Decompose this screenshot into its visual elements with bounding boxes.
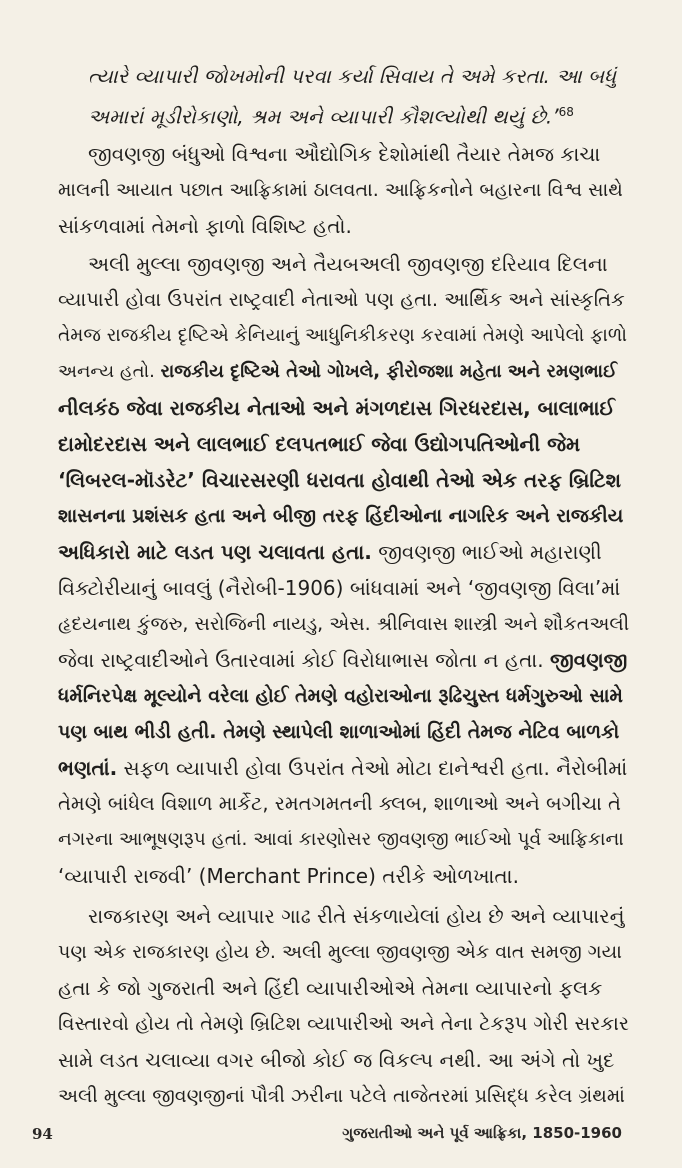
para1-line-1: જીવણજી બંધુઓ વિશ્વના ઔદ્યોગિક દેશોમાંથી તૈયાર તેમજ કાચા — [88, 142, 601, 166]
para3-line-2: પણ એક રાજકારણ હોય છે. અલી મુલ્લા જીવણજી એક વાત સમજી ગયા — [58, 941, 622, 963]
para2-line-17: નગરના આભૂષણરૂપ હતાં. આવાં કારણોસર જીવણજી ભાઈઓ પૂર્વ આફ્રિકાના — [58, 829, 624, 850]
para1-line-2: માલની આયાત પછાત આફ્રિકામાં ઠાલવતા. આફ્રિકનોને બહારના વિશ્વ સાથે — [58, 179, 623, 201]
page-number: 94 — [32, 1125, 53, 1143]
para2-line-2: વ્યાપારી હોવા ઉપરાંત રાષ્ટ્રવાદી નેતાઓ પણ હતા. આર્થિક અને સાંસ્કૃતિક — [58, 288, 625, 311]
para2-line-11: હૃદયનાથ કુંજરુ, સરોજિની નાયડુ, એસ. શ્રીનિવાસ શાસ્ત્રી અને શૌકતઅલી — [58, 613, 630, 635]
para2-line-6: દામોદરદાસ અને લાલભાઈ દલપતભાઈ જેવા ઉદ્યોગપતિઓની જેમ — [58, 432, 581, 456]
para2-line-3: તેમજ રાજકીય દૃષ્ટિએ કેનિયાનું આધુનિકીકરણ કરવામાં તેમણે આપેલો ફાળો — [58, 325, 627, 346]
para2-line-9-plain: જીવણજી ભાઈઓ મહારાણી — [371, 540, 602, 564]
para2-line-4-bold: રાજકીય દૃષ્ટિએ તેઓ ગોખલે, ફીરોજશા મહેતા અને રમણભાઈ — [160, 361, 617, 382]
quote-line-1: ત્યારે વ્યાપારી જોખમોની પરવા કર્યા સિવાય તે અમે કરતા. આ બધું — [88, 64, 617, 88]
para2-line-1: અલી મુલ્લા જીવણજી અને તૈયબઅલી જીવણજી દરિયાવ દિલના — [88, 252, 608, 276]
running-footer-title: ગુજરાતીઓ અને પૂર્વ આફ્રિકા, 1850-1960 — [342, 1124, 622, 1142]
quote-line-2 — [88, 94, 574, 135]
para3-line-6: અલી મુલ્લા જીવણજીનાં પૌત્રી ઝરીના પટેલે તાજેતરમાં પ્રસિદ્ધ કરેલ ગ્રંથમાં — [58, 1085, 625, 1107]
para3-line-5: સામે લડત ચલાવ્યા વગર બીજો કોઈ જ વિકલ્પ નથી. આ અંગે તો ખુદ — [58, 1048, 615, 1072]
para2-line-9-bold: અધિકારો માટે લડત પણ ચલાવતા હતા. — [58, 540, 372, 564]
para2-line-4 — [58, 354, 617, 390]
para2-line-5: નીલકંઠ જેવા રાજકીય નેતાઓ અને મંગળદાસ ગિરધરદાસ, બાલાભાઈ — [58, 396, 615, 420]
para2-line-15 — [58, 750, 627, 786]
para2-line-14: પણ બાથ ભીડી હતી. તેમણે સ્થાપેલી શાળાઓમાં હિંદી તેમજ નેટિવ બાળકો — [58, 721, 620, 743]
para2-line-4-plain: અનન્ય હતો. — [58, 361, 161, 382]
para2-line-10: વિક્ટોરીયાનું બાવલું (નૈરોબી-1906) બાંધવામાં અને ‘જીવણજી વિલા’માં — [58, 576, 621, 600]
para2-line-12-bold: જીવણજી — [550, 648, 628, 672]
para1-line-3: સાંકળવામાં તેમનો ફાળો વિશિષ્ટ હતો. — [58, 214, 352, 238]
para3-line-4: વિસ્તારવો હોય તો તેમણે બ્રિટિશ વ્યાપારીઓ અને તેના ટેકરૂપ ગોરી સરકાર — [58, 1012, 629, 1035]
para3-line-3: હતા કે જો ગુજરાતી અને હિંદી વ્યાપારીઓએ તેમના વ્યાપારનો ફલક — [58, 976, 603, 1000]
para2-line-12 — [58, 642, 627, 678]
para3-line-1: રાજકારણ અને વ્યાપાર ગાઢ રીતે સંકળાયેલાં હોય છે અને વ્યાપારનું — [88, 904, 625, 928]
quote-line-2-text: અમારાં મૂડીરોકાણો, શ્રમ અને વ્યાપારી કૌશલ્યોથી થયું છે.’ — [88, 104, 559, 129]
para2-line-16: તેમણે બાંધેલ વિશાળ માર્કેટ, રમતગમતની ક્લબ, શાળાઓ અને બગીચા તે — [58, 792, 621, 815]
para2-line-13: ધર્મનિરપેક્ષ મૂલ્યોને વરેલા હોઈ તેમણે વહોરાઓના રૂઢિચુસ્ત ધર્મગુરુઓ સામે — [58, 685, 623, 707]
para2-line-15-plain: સફળ વ્યાપારી હોવા ઉપરાંત તેઓ મોટા દાનેશ્વરી હતા. નૈરોબીમાં — [117, 756, 628, 780]
para2-line-8: શાસનના પ્રશંસક હતા અને બીજી તરફ હિંદીઓના નાગરિક અને રાજકીય — [58, 505, 624, 527]
para2-line-7: ‘લિબરલ-મૉડરેટ’ વિચારસરણી ધરાવતા હોવાથી તેઓ એક તરફ બ્રિટિશ — [58, 468, 622, 492]
footnote-ref: 68 — [558, 105, 574, 119]
para2-line-15-bold: ભણતાં. — [58, 756, 118, 780]
para2-line-12-plain: જેવા રાષ્ટ્રવાદીઓને ઉતારવામાં કોઈ વિરોધાભાસ જોતા ન હતા. — [58, 648, 551, 672]
para2-line-18: ‘વ્યાપારી રાજવી’ (Merchant Prince) તરીકે ઓળખાતા. — [58, 864, 519, 888]
para2-line-9 — [58, 534, 602, 570]
